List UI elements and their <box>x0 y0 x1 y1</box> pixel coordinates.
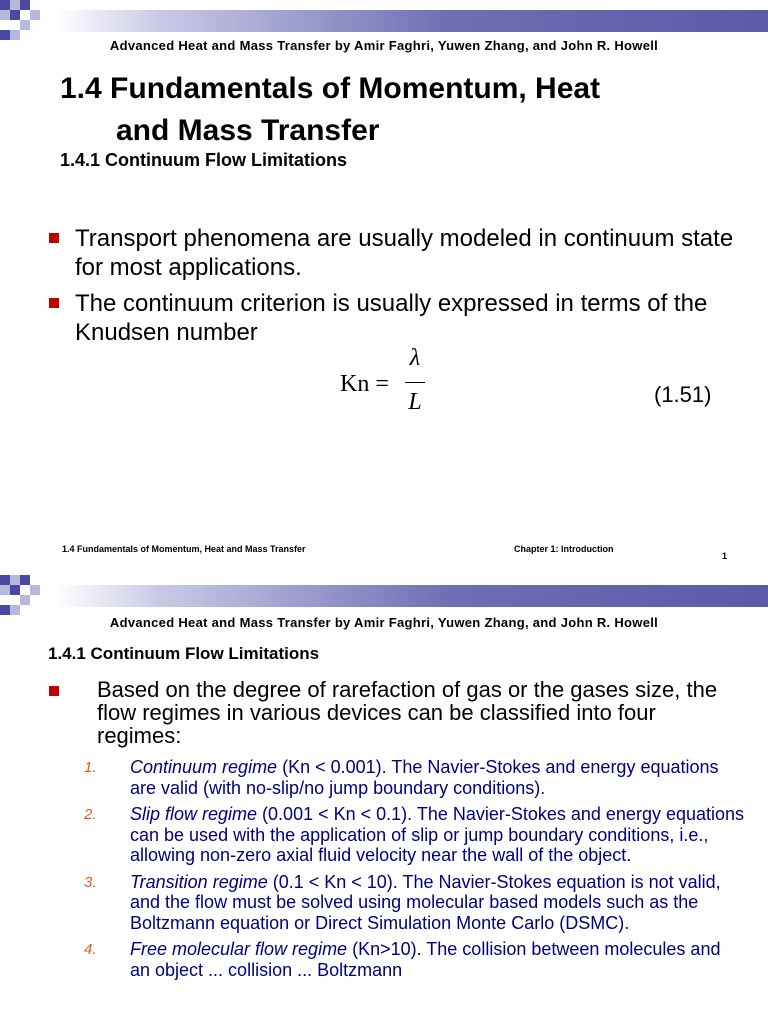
regime-name: Slip flow regime <box>130 804 258 824</box>
bullet-text: The continuum criterion is usually expressed in terms of the Knudsen number <box>75 290 708 346</box>
list-item <box>84 804 744 866</box>
fraction-bar <box>405 382 425 383</box>
header-credit: Advanced Heat and Mass Transfer by Amir Faghri, Yuwen Zhang, and John R. Howell <box>109 615 659 630</box>
list-number: 3. <box>84 873 97 891</box>
regime-description: (Kn < 0.001). The Navier-Stokes and energy equations are valid (with no-slip/no jump boundary conditions). <box>130 757 719 798</box>
list-number: 1. <box>84 759 97 776</box>
footer-chapter: Chapter 1: Introduction <box>514 544 614 554</box>
list-item <box>84 757 744 798</box>
list-item <box>48 224 738 282</box>
equation-denominator: L <box>408 389 422 415</box>
section-subtitle: 1.4.1 Continuum Flow Limitations <box>60 150 348 170</box>
title-line-1: 1.4 Fundamentals of Momentum, Heat <box>60 72 601 105</box>
regime-description: (0.1 < Kn < 10). The Navier-Stokes equation is not valid, and the flow must be solved using molecular based models such as the Boltzmann equation or Direct Simulation Monte Carlo (DSMC). <box>130 871 721 933</box>
list-item <box>84 939 744 980</box>
regime-list <box>84 757 744 986</box>
equation-number: (1.51) <box>654 382 712 407</box>
regime-name: Free molecular flow regime <box>130 939 348 959</box>
header-gradient-bar <box>55 10 768 32</box>
bullet-text: Transport phenomena are usually modeled in continuum state for most applications. <box>75 225 734 281</box>
list-number: 2. <box>84 806 97 823</box>
slide-2 <box>0 575 768 1024</box>
footer-section: 1.4 Fundamentals of Momentum, Heat and Mass Transfer <box>62 544 306 554</box>
regime-name: Continuum regime <box>130 757 278 777</box>
bullet-square-icon <box>49 298 59 308</box>
bullet-text: Based on the degree of rarefaction of gas or the gases size, the flow regimes in various devices can be classified into four regimes: <box>97 677 718 748</box>
list-number: 4. <box>84 941 97 958</box>
equation-numerator: λ <box>409 345 421 371</box>
header-credit: Advanced Heat and Mass Transfer by Amir Faghri, Yuwen Zhang, and John R. Howell <box>109 38 659 53</box>
equation-lhs: Kn = <box>340 371 389 397</box>
regime-description: (0.001 < Kn < 0.1). The Navier-Stokes and energy equations can be used with the application of slip or jump boundary conditions, i.e., allowing non-zero axial fluid velocity near the wall of the object. <box>130 804 745 865</box>
regime-description: (Kn>10). The collision between molecules and an object ... collision ... Boltzmann <box>130 939 721 980</box>
bullet-square-icon <box>49 233 59 243</box>
section-subtitle: 1.4.1 Continuum Flow Limitations <box>48 644 320 663</box>
page-number: 1 <box>722 551 728 561</box>
knudsen-equation <box>340 345 450 425</box>
title-line-2: and Mass Transfer <box>116 114 380 147</box>
list-item <box>84 872 744 934</box>
regime-name: Transition regime <box>130 871 268 892</box>
bullet-list <box>48 224 738 354</box>
list-item <box>48 289 738 347</box>
bullet-item <box>48 678 738 747</box>
page-title <box>60 68 740 152</box>
bullet-square-icon <box>49 686 59 696</box>
header-gradient-bar <box>55 585 768 607</box>
